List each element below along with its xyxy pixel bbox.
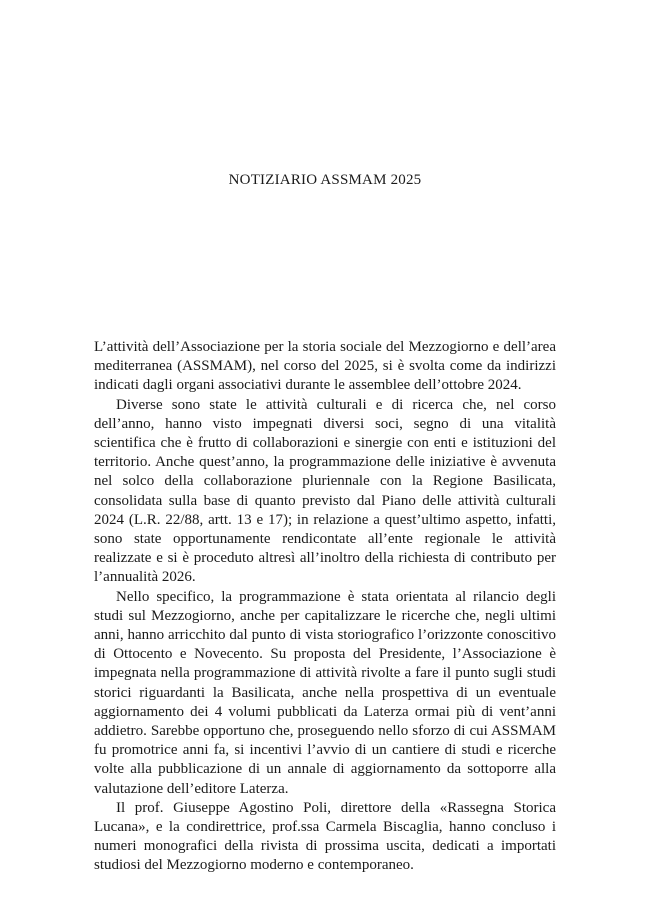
paragraph-2: Diverse sono state le attività culturali e di ricerca che, nel corso dell’anno, hanno visto impegnati diversi soci, segno di una vitalità scientifica che è frutto di collaborazioni e sinergie con enti e istituzioni del territorio. Anche quest’anno, la programmazione delle iniziative è avvenuta nel solco della collaborazione pluriennale con la Regione Basilicata, consolidata sulla base di quanto previsto dal Piano delle attività culturali 2024 (L.R. 22/88, artt. 13 e 17); in relazione a quest’ultimo aspetto, infatti, sono state opportunamente rendicontate all’ente regionale le attività realizzate e si è proceduto altresì all’inoltro della richiesta di contributo per l’annualità 2026. bbox=[94, 396, 556, 586]
paragraph-4: Il prof. Giuseppe Agostino Poli, direttore della «Rassegna Storica Lucana», e la condirettrice, prof.ssa Carmela Biscaglia, hanno concluso i numeri monografici della rivista di prossima uscita, dedicati a importati studiosi del Mezzogiorno moderno e contemporaneo. bbox=[94, 799, 556, 874]
paragraph-1: L’attività dell’Associazione per la storia sociale del Mezzogiorno e dell’area mediterranea (ASSMAM), nel corso del 2025, si è svolta come da indirizzi indicati dagli organi associativi durante le assemblee dell’ottobre 2024. bbox=[94, 339, 556, 394]
paragraph-3: Nello specifico, la programmazione è stata orientata al rilancio degli studi sul Mezzogiorno, anche per capitalizzare le ricerche che, negli ultimi anni, hanno arricchito dal punto di vista storiografico l’orizzonte conoscitivo di Ottocento e Novecento. Su proposta del Presidente, l’Associazione è impegnata nella programmazione di attività rivolte a fare il punto sugli studi storici riguardanti la Basilicata, anche nella prospettiva di un eventuale aggiornamento dei 4 volumi pubblicati da Laterza ormai più di vent’anni addietro. Sarebbe opportuno che, proseguendo nello sforzo di cui ASSMAM fu promotrice anni fa, si incentivi l’avvio di un cantiere di studi e ricerche volte alla pubblicazione di un annale di aggiornamento da sottoporre alla valutazione dell’editore Laterza. bbox=[94, 588, 556, 797]
article-body bbox=[94, 338, 556, 876]
page-title: NOTIZIARIO ASSMAM 2025 bbox=[228, 172, 422, 188]
